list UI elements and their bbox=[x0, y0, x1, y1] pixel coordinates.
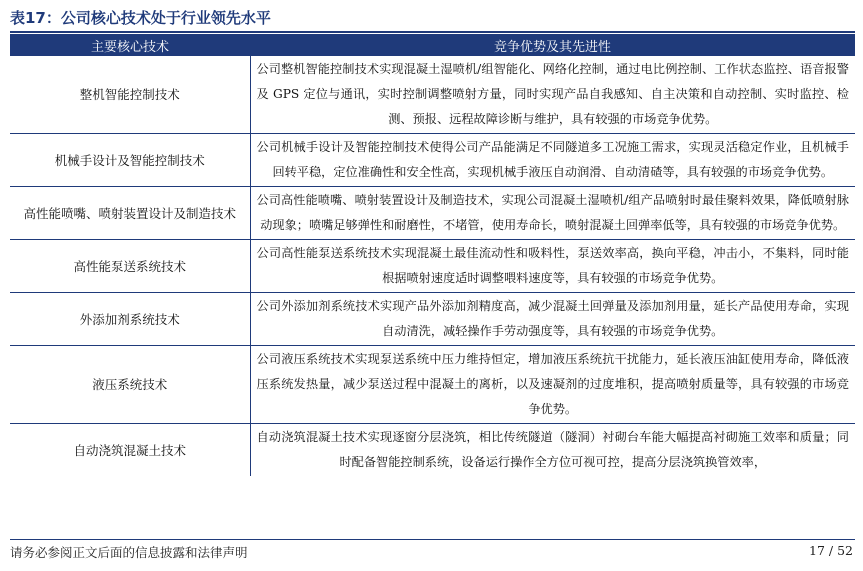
table-row bbox=[10, 56, 855, 134]
title-divider bbox=[10, 31, 855, 33]
advantage-cell: 公司外添加剂系统技术实现产品外添加剂精度高，减少混凝土回弹量及添加剂用量，延长产品使用寿命，实现自动清洗，减轻操作手劳动强度等，具有较强的市场竞争优势。 bbox=[250, 293, 855, 346]
table-row bbox=[10, 134, 855, 187]
footer-disclaimer: 请务必参阅正文后面的信息披露和法律声明 bbox=[10, 545, 248, 560]
technology-cell: 高性能喷嘴、喷射装置设计及制造技术 bbox=[10, 187, 250, 240]
technology-cell: 机械手设计及智能控制技术 bbox=[10, 134, 250, 187]
technology-cell: 液压系统技术 bbox=[10, 346, 250, 424]
footer-divider bbox=[10, 539, 855, 540]
technology-cell: 外添加剂系统技术 bbox=[10, 293, 250, 346]
advantage-cell: 公司机械手设计及智能控制技术使得公司产品能满足不同隧道多工况施工需求，实现灵活稳定作业，且机械手回转平稳，定位准确性和安全性高，实现机械手液压自动润滑、自动清碴等，具有较强的市场竞争优势。 bbox=[250, 134, 855, 187]
technology-cell: 高性能泵送系统技术 bbox=[10, 240, 250, 293]
header-advantage: 竞争优势及其先进性 bbox=[250, 34, 855, 56]
technology-cell: 自动浇筑混凝土技术 bbox=[10, 424, 250, 477]
table-row bbox=[10, 240, 855, 293]
core-technology-table bbox=[10, 34, 855, 476]
table-row bbox=[10, 346, 855, 424]
advantage-cell: 公司高性能泵送系统技术实现混凝土最佳流动性和吸料性，泵送效率高，换向平稳，冲击小，不集料，同时能根据喷射速度适时调整喂料速度等，具有较强的市场竞争优势。 bbox=[250, 240, 855, 293]
advantage-cell: 公司高性能喷嘴、喷射装置设计及制造技术，实现公司混凝土湿喷机/组产品喷射时最佳聚料效果，降低喷射脉动现象；喷嘴足够弹性和耐磨性，不堵管，使用寿命长，喷射混凝土回弹率低等，具有较强的市场竞争优势。 bbox=[250, 187, 855, 240]
table-row bbox=[10, 293, 855, 346]
table-row bbox=[10, 424, 855, 477]
advantage-cell: 自动浇筑混凝土技术实现逐窗分层浇筑，相比传统隧道（隧洞）衬砌台车能大幅提高衬砌施工效率和质量；同时配备智能控制系统，设备运行操作全方位可视可控，提高分层浇筑换管效率， bbox=[256, 430, 849, 469]
advantage-cell: 公司整机智能控制技术实现混凝土湿喷机/组智能化、网络化控制，通过电比例控制、工作状态监控、语音报警及 GPS 定位与通讯，实时控制调整喷射方量，同时实现产品自我感知、自主决策和自动控制、实时监控、检测、预报、远程故障诊断与维护，具有较强的市场竞争优势。 bbox=[250, 56, 855, 134]
header-core-technology: 主要核心技术 bbox=[10, 34, 250, 56]
table-row bbox=[10, 187, 855, 240]
table-header-row bbox=[10, 34, 855, 56]
page-number: 17 / 52 bbox=[809, 543, 853, 558]
advantage-cell: 公司液压系统技术实现泵送系统中压力维持恒定，增加液压系统抗干扰能力，延长液压油缸使用寿命，降低液压系统发热量，减少泵送过程中混凝土的离析，以及速凝剂的过度堆积，提高喷射质量等，具有较强的市场竞争优势。 bbox=[250, 346, 855, 424]
table-title: 表17：公司核心技术处于行业领先水平 bbox=[10, 9, 271, 27]
technology-cell: 整机智能控制技术 bbox=[10, 56, 250, 134]
